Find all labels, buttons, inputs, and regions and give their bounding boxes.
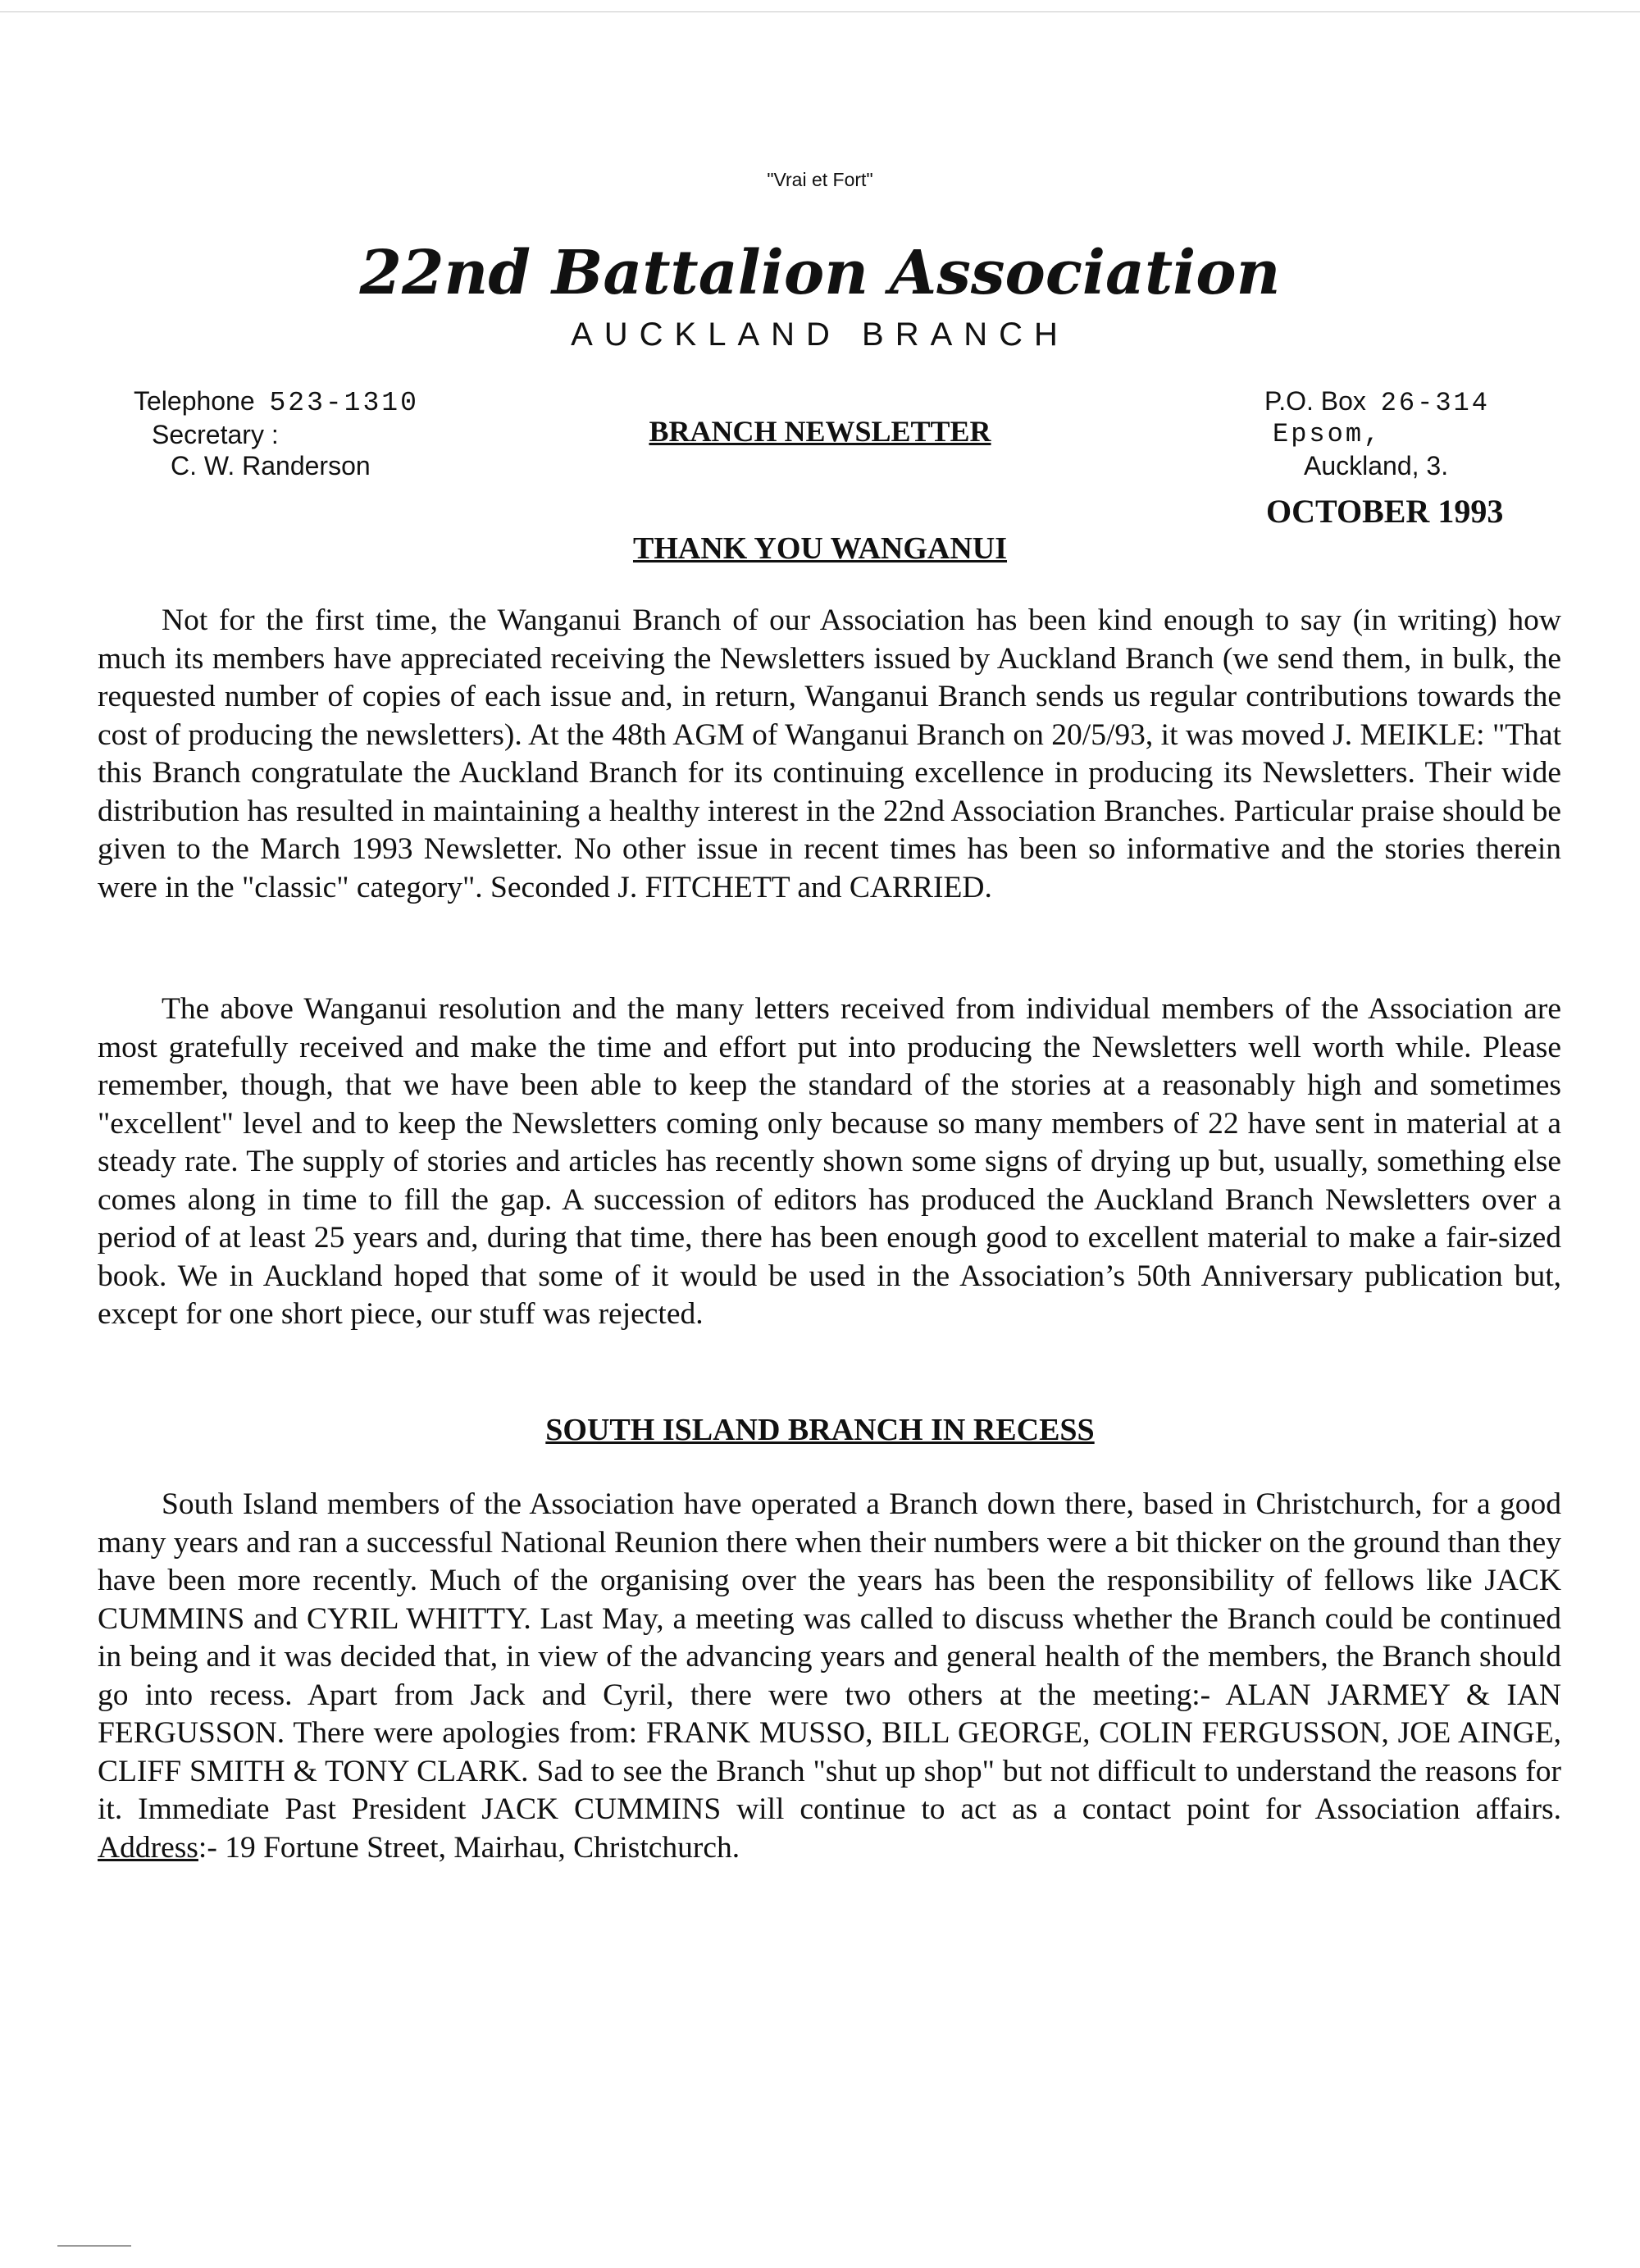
newsletter-label: BRANCH NEWSLETTER	[649, 415, 991, 448]
secretary-name: C. W. Randerson	[171, 451, 371, 480]
branch-name: AUCKLAND BRANCH	[571, 317, 1069, 353]
paragraph: The above Wanganui resolution and the many letters received from individual members of the Association are most gratefully received and make the time and effort put into producing the Newsletters well worth while. Please remember, though, that we have been able to keep the standard of the stories at a reasonably high and sometimes "excellent" level and to keep the Newsletters coming only because so many members of 22 have sent in material at a steady rate. The supply of stories and articles has recently shown some signs of drying up but, usually, something else comes along in time to fill the gap. A succession of editors has produced the Auckland Branch Newsletters over a period of at least 25 years and, during that time, there has been enough good to excellent material to make a fair-sized book. We in Auckland hoped that some of it would be used in the Association’s 50th Anniversary publication but, except for one short piece, our stuff was rejected.	[98, 992, 1561, 1331]
address-text: :- 19 Fortune Street, Mairhau, Christchurch.	[198, 1830, 740, 1865]
paragraph	[98, 1486, 1561, 1867]
section-heading-south-island: SOUTH ISLAND BRANCH IN RECESS	[545, 1413, 1095, 1447]
paragraph: Not for the first time, the Wanganui Branch of our Association has been kind enough to say (in writing) how much its members have appreciated receiving the Newsletters issued by Auckland Branch (we send them, in bulk, the requested number of copies of each issue and, in return, Wanganui Branch sends us regular contributions towards the cost of producing the newsletters). At the 48th AGM of Wanganui Branch on 20/5/93, it was moved J. MEIKLE: "That this Branch congratulate the Auckland Branch for its continuing excellence in producing its Newsletters. Their wide distribution has resulted in maintaining a healthy interest in the 22nd Association Branches. Particular praise should be given to the March 1993 Newsletter. No other issue in recent times has been so informative and the stories therein were in the "classic" category". Seconded J. FITCHETT and CARRIED.	[98, 603, 1561, 904]
city: Auckland, 3.	[1304, 451, 1449, 480]
po-box-line	[1264, 385, 1490, 419]
scan-edge-mark	[57, 2245, 131, 2247]
issue-date: OCTOBER 1993	[1266, 493, 1504, 530]
secretary-label: Secretary :	[152, 420, 279, 449]
telephone-label: Telephone	[134, 386, 255, 416]
address-label: Address	[98, 1830, 198, 1865]
motto: "Vrai et Fort"	[767, 169, 873, 190]
po-box-label: P.O. Box	[1264, 386, 1366, 416]
paragraph-text: South Island members of the Association have operated a Branch down there, based in Christchurch, for a good many years and ran a successful National Reunion there when their numbers were a bit thicker on the ground than they have been more recently. Much of the organising over the years has been the responsibility of fellows like JACK CUMMINS and CYRIL WHITTY. Last May, a meeting was called to discuss whether the Branch could be continued in being and it was decided that, in view of the advancing years and general health of the members, the Branch should go into recess. Apart from Jack and Cyril, there were two others at the meeting:- ALAN JARMEY & IAN FERGUSSON. There were apologies from: FRANK MUSSO, BILL GEORGE, COLIN FERGUSSON, JOE AINGE, CLIFF SMITH & TONY CLARK. Sad to see the Branch "shut up shop" but not difficult to understand the reasons for it. Immediate Past President JACK CUMMINS will continue to act as a contact point for Association affairs.	[98, 1487, 1561, 1826]
suburb: Epsom,	[1273, 419, 1383, 449]
section-heading-thank-you: THANK YOU WANGANUI	[632, 531, 1008, 566]
scan-edge-mark	[0, 11, 1640, 12]
telephone-number: 523-1310	[269, 388, 419, 418]
postal-address-block	[1264, 385, 1490, 481]
po-box-number: 26-314	[1380, 388, 1490, 418]
association-title: 22nd Battalion Association	[359, 238, 1281, 308]
